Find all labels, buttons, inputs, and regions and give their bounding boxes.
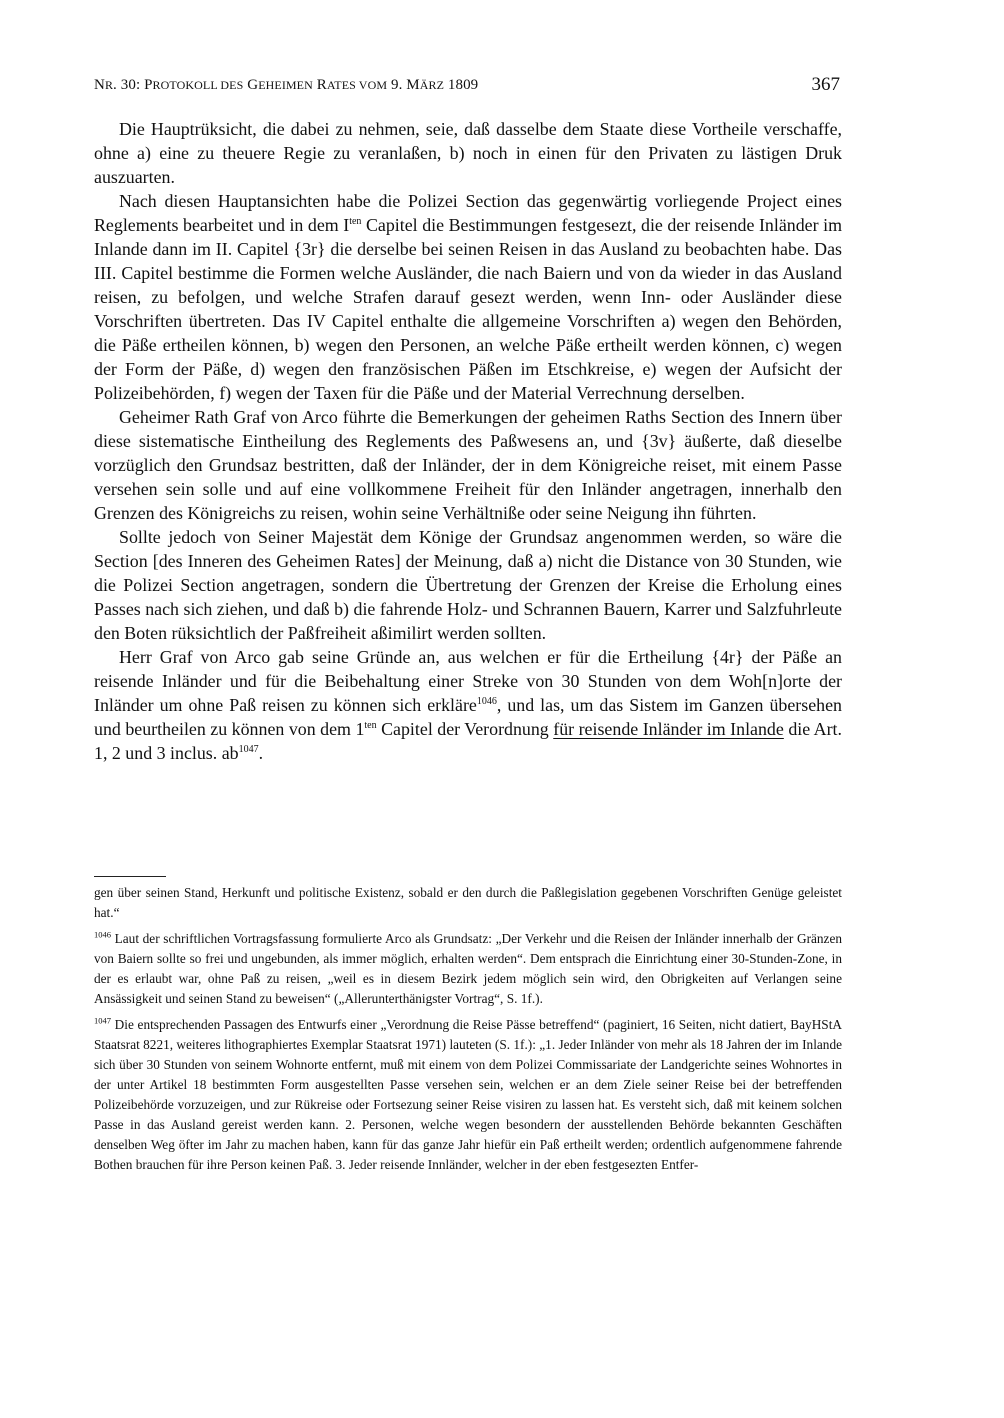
paragraph	[94, 525, 842, 645]
body-text	[94, 117, 842, 765]
paragraph	[94, 189, 842, 405]
page-number: 367	[811, 74, 840, 95]
running-header	[94, 74, 842, 100]
paragraph-text: die Art. 1, 2 und 3 inclus. ab	[94, 719, 843, 763]
paragraph-text: Capitel der Verordnung	[376, 719, 554, 739]
superscript: ten	[349, 216, 362, 228]
header-title-part: ÄRZ	[419, 78, 445, 92]
header-title-part: 1809	[444, 77, 479, 93]
header-title	[94, 77, 478, 94]
paragraph-text: Capitel die Bestimmungen festgesezt, die der reisende Inländer im Inlande dann im II. Capitel {3r} die derselbe bei seinen Reisen in das Ausland zu beobachten habe. Das III. Capitel bestimme die Formen welche Ausländer, die nach Baiern und von da wieder in das Ausland reisen, zu befolgen, und welche Strafen darauf gesezt werden, wenn Inn- oder Ausländer diese Vorschriften übertreten. Das IV Capitel enthalte die allgemeine Vorschriften a) wegen den Behörden, die Päße ertheilen können, b) wegen den Personen, an welche Päße ertheilt werden können, c) wegen der Form der Päße, d) wegen den französischen Päßen im Etschkreise, e) wegen der Aufsicht der Polizeibehörden, f) wegen der Taxen für die Päße und der Material Verrechnung derselben.	[94, 215, 842, 403]
paragraph-text: Nach diesen Hauptansichten habe die Polizei Section das gegenwärtig vorliegende Project eines Reglements bearbeitet und in dem I	[94, 191, 842, 235]
header-title-part: EHEIMEN	[258, 78, 313, 92]
paragraph-text: Sollte jedoch von Seiner Majestät dem Könige der Grundsaz angenommen werden, so wäre die Section [des Inneren des Geheimen Rates] der Meinung, daß a) nicht die Distance von 30 Stunden, wie die Polizei Section angetragen, sondern die Übertretung der Grenzen der Kreise die Erholung eines Passes nach sich ziehen, und daß b) die fahrende Holz- und Schrannen Bauern, Karrer und Salzfuhrleute den Boten rüksichtlich der Paßfreiheit aßimilirt werden sollten.	[94, 527, 842, 643]
paragraph-text: Herr Graf von Arco gab seine Gründe an, aus welchen er für die Ertheilung {4r} der Päße an reisende Inländer und für die Beibehaltung einer Streke von 30 Stunden von dem Woh[n]orte der Inländer um ohne Paß reisen zu können sich erkläre	[94, 647, 842, 715]
header-title-part: ATES VOM	[326, 78, 388, 92]
paragraph-text: Die Hauptrüksicht, die dabei zu nehmen, seie, daß dasselbe dem Staate diese Vortheile verschaffe, ohne a) eine zu theuere Regie zu veranlaßen, b) noch in einen für den Privaten zu lästigen Druk auszuarten.	[94, 119, 842, 187]
footnote-continuation	[94, 883, 842, 923]
footnote-text: Die entsprechenden Passagen des Entwurfs einer „Verordnung die Reise Pässe betreffend“ (paginiert, 16 Seiten, nicht datiert, BayHStA Staatsrat 8221, weiteres lithographiertes Exemplar Staatsrat 1971) lauteten (S. 1f.): „1. Jeder Inländer von mehr als 18 Jahren der im Inlande sich über 30 Stunden von seinem Wohnorte entfernt, muß mit einem von dem Polizei Commissariate der Landgerichte seines Wohnortes in der unter Artikel 18 bestimmten Form ausgestellten Passe versehen sein, welchen er an dem Ziele seiner Reise bei der betreffenden Polizeibehörde vorzuzeigen, und zur Rükreise oder Fortsezung seiner Reise visiren zu lassen hat. Es versteht sich, daß mit keinem solchen Passe in das Ausland gereist werden kann. 2. Personen, welche wegen besondern der ausstellenden Behörde bekannten Geschäften denselben Weg öfter im Jahr zu machen haben, kann für das ganze Jahr hiefür ein Paß ertheilt werden; ordentlich aufgenommene fahrende Bothen brauchen für ihre Person keinen Paß. 3. Jeder reisende Innländer, welcher in der eben festgesezten Entfer-	[94, 1017, 842, 1172]
header-title-part: G	[243, 77, 259, 93]
header-title-part: ROTOKOLL DES	[152, 78, 244, 92]
footnote-1046	[94, 929, 842, 1009]
paragraph-text: .	[258, 743, 264, 763]
paragraph	[94, 117, 842, 189]
footnote-number: 1046	[94, 929, 111, 940]
paragraph	[94, 645, 842, 765]
header-title-part: N	[94, 77, 105, 93]
footnote-text: gen über seinen Stand, Herkunft und politische Existenz, sobald er den durch die Paßlegislation gegebenen Vorschriften Genüge geleistet hat.“	[94, 885, 842, 920]
paragraph-text: Geheimer Rath Graf von Arco führte die Bemerkungen der geheimen Raths Section des Innern über diese sistematische Eintheilung des Reglements des Paßwesens an, und {3v} äußerte, daß dieselbe vorzüglich den Grundsaz bestritten, daß der Inländer, der in dem Königreiche reiset, mit einem Passe versehen sein solle und auf eine vollkommene Freiheit für den Inländer angetragen, innerhalb den Grenzen des Königreichs zu reisen, wohin seine Verhältniße oder seine Neigung ihn führten.	[94, 407, 842, 523]
footnote-number: 1047	[94, 1015, 111, 1026]
underlined-text: für reisende Inländer im Inlande	[553, 719, 784, 739]
header-title-part: R	[104, 78, 114, 92]
header-title-part: . 30: P	[113, 77, 153, 93]
superscript: ten	[364, 720, 377, 732]
paragraph	[94, 405, 842, 525]
footnote-separator	[94, 876, 166, 877]
paragraph-text: , und las, um das Sistem im Ganzen übersehen und beurtheilen zu können von dem 1	[94, 695, 843, 739]
footnote-ref-1047[interactable]: 1047	[238, 744, 259, 756]
footnotes	[94, 883, 842, 1175]
footnote-text: Laut der schriftlichen Vortragsfassung formulierte Arco als Grundsatz: „Der Verkehr und die Reisen der Inländer innerhalb der Gränzen von Baiern sollte so frei und ungebunden, als immer möglich, erhalten werden“. Dem entsprach die Einrichtung einer 30-Stunden-Zone, in der es erlaubt war, ohne Paß zu reisen, „weil es in diesem Bezirk jedem möglich sein wird, den Obrigkeiten auf Verlangen seine Ansässigkeit und seinen Stand zu beweisen“ („Allerunterthänigster Vortrag“, S. 1f.).	[94, 931, 842, 1006]
footnote-ref-1046[interactable]: 1046	[476, 696, 497, 708]
header-title-part: R	[312, 77, 327, 93]
header-title-part: 9. M	[387, 77, 420, 93]
footnote-1047	[94, 1015, 842, 1175]
